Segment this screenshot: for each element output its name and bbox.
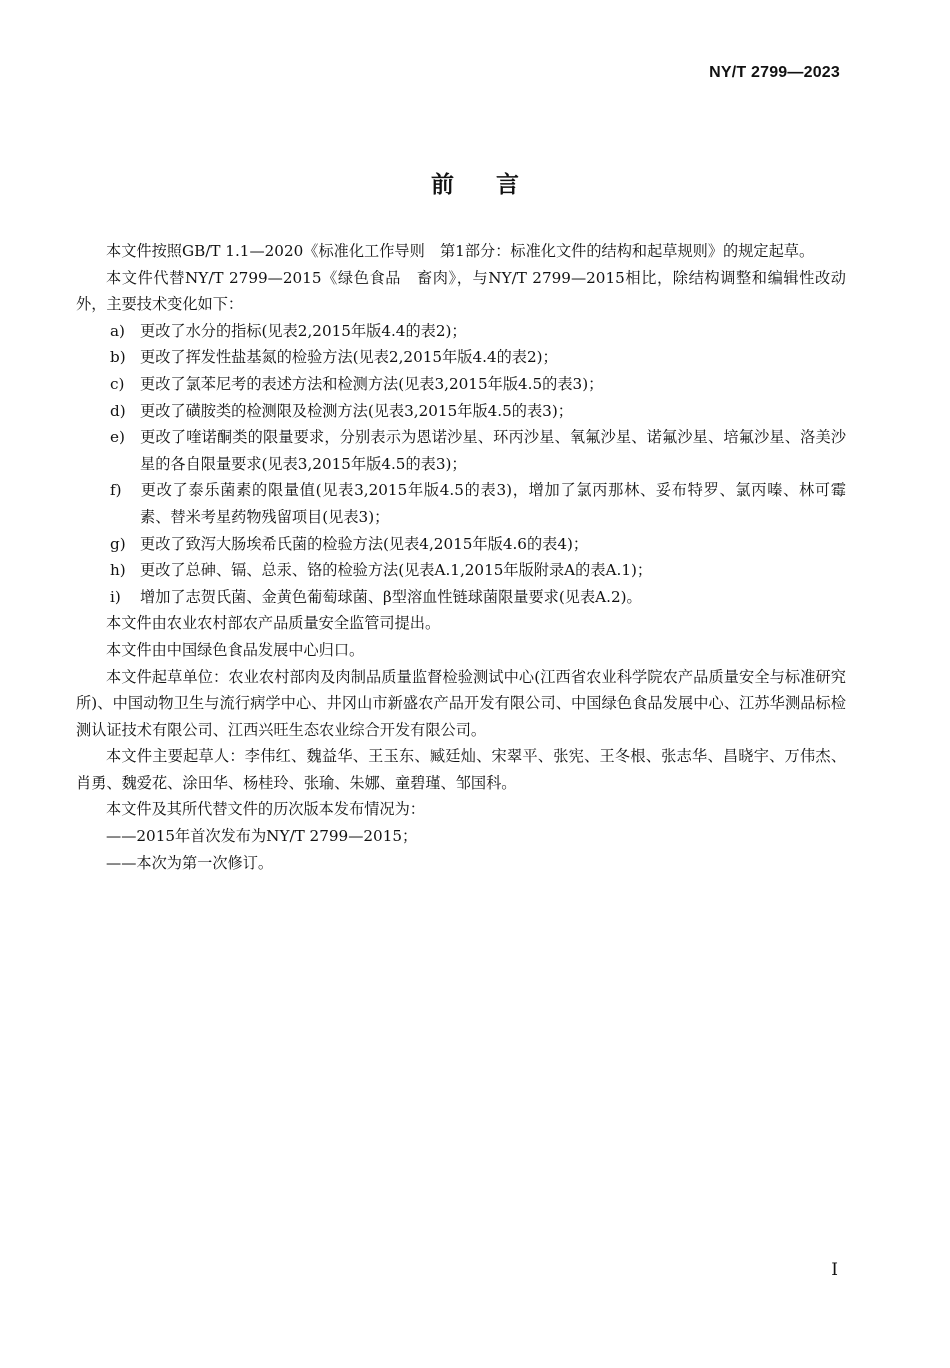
change-item-mark: a): [110, 321, 125, 340]
change-item-text: 更改了泰乐菌素的限量值(见表3,2015年版4.5的表3)，增加了氯丙那林、妥布特罗、氯丙嗪、林可霉素、替米考星药物残留项目(见表3)；: [140, 481, 846, 526]
drafters-paragraph: 本文件主要起草人：李伟红、魏益华、王玉东、臧廷灿、宋翠平、张宪、王冬根、张志华、昌晓宇、万伟杰、肖勇、魏爱花、涂田华、杨桂玲、张瑜、朱娜、童碧瑾、邹国科。: [76, 747, 846, 792]
change-item-mark: h): [110, 561, 126, 580]
intro-paragraph: 本文件代替NY/T 2799—2015《绿色食品 畜肉》，与NY/T 2799—2015相比，除结构调整和编辑性改动外，主要技术变化如下：: [76, 268, 846, 314]
page-title: 前言: [431, 172, 561, 198]
change-item: [76, 318, 846, 345]
change-item-mark: i): [110, 587, 121, 606]
change-item-text: 更改了总砷、镉、总汞、铬的检验方法(见表A.1,2015年版附录A的表A.1)；: [140, 561, 653, 580]
drafting-units-paragraph: 本文件起草单位：农业农村部肉及肉制品质量监督检验测试中心(江西省农业科学院农产品质量安全与标准研究所)、中国动物卫生与流行病学中心、井冈山市新盛农产品开发有限公司、中国绿色食品发展中心、江苏华测品标检测认证技术有限公司、江西兴旺生态农业综合开发有限公司。: [76, 667, 846, 739]
centralized-paragraph: 本文件由中国绿色食品发展中心归口。: [106, 640, 365, 659]
change-item: [76, 584, 846, 611]
change-item: [76, 371, 846, 398]
change-item-mark: b): [110, 348, 126, 367]
change-item-mark: f): [110, 481, 122, 500]
change-item-text: 更改了水分的指标(见表2,2015年版4.4的表2)；: [140, 321, 467, 340]
change-item-text: 更改了喹诺酮类的限量要求，分别表示为恩诺沙星、环丙沙星、氧氟沙星、诺氟沙星、培氟沙星、洛美沙星的各自限量要求(见表3,2015年版4.5的表3)；: [140, 428, 846, 473]
change-item-text: 增加了志贺氏菌、金黄色葡萄球菌、β型溶血性链球菌限量要求(见表A.2)。: [140, 587, 642, 606]
history-item: ——2015年首次发布为NY/T 2799—2015；: [106, 827, 418, 846]
standard-code: NY/T 2799—2023: [709, 64, 840, 81]
intro-paragraph: 本文件按照GB/T 1.1—2020《标准化工作导则 第1部分：标准化文件的结构和起草规则》的规定起草。: [106, 242, 815, 260]
change-item: [76, 424, 846, 477]
change-item-mark: c): [110, 374, 125, 393]
change-item: [76, 344, 846, 371]
change-item: [76, 557, 846, 584]
change-item-text: 更改了氯苯尼考的表述方法和检测方法(见表3,2015年版4.5的表3)；: [140, 374, 604, 393]
history-item: ——本次为第一次修订。: [106, 853, 274, 872]
change-item-mark: g): [110, 534, 126, 553]
change-item-text: 更改了挥发性盐基氮的检验方法(见表2,2015年版4.4的表2)；: [140, 348, 558, 367]
change-item-text: 更改了磺胺类的检测限及检测方法(见表3,2015年版4.5的表3)；: [140, 401, 573, 420]
change-item-text: 更改了致泻大肠埃希氏菌的检验方法(见表4,2015年版4.6的表4)；: [140, 534, 589, 553]
foreword-body: [76, 238, 846, 876]
change-item-mark: e): [110, 428, 125, 447]
page-number: I: [831, 1260, 838, 1280]
proposer-paragraph: 本文件由农业农村部农产品质量安全监管司提出。: [106, 614, 441, 633]
change-item: [76, 477, 846, 530]
change-item: [76, 398, 846, 425]
change-item: [76, 531, 846, 558]
history-intro-paragraph: 本文件及其所代替文件的历次版本发布情况为：: [106, 800, 425, 819]
change-item-mark: d): [110, 401, 126, 420]
